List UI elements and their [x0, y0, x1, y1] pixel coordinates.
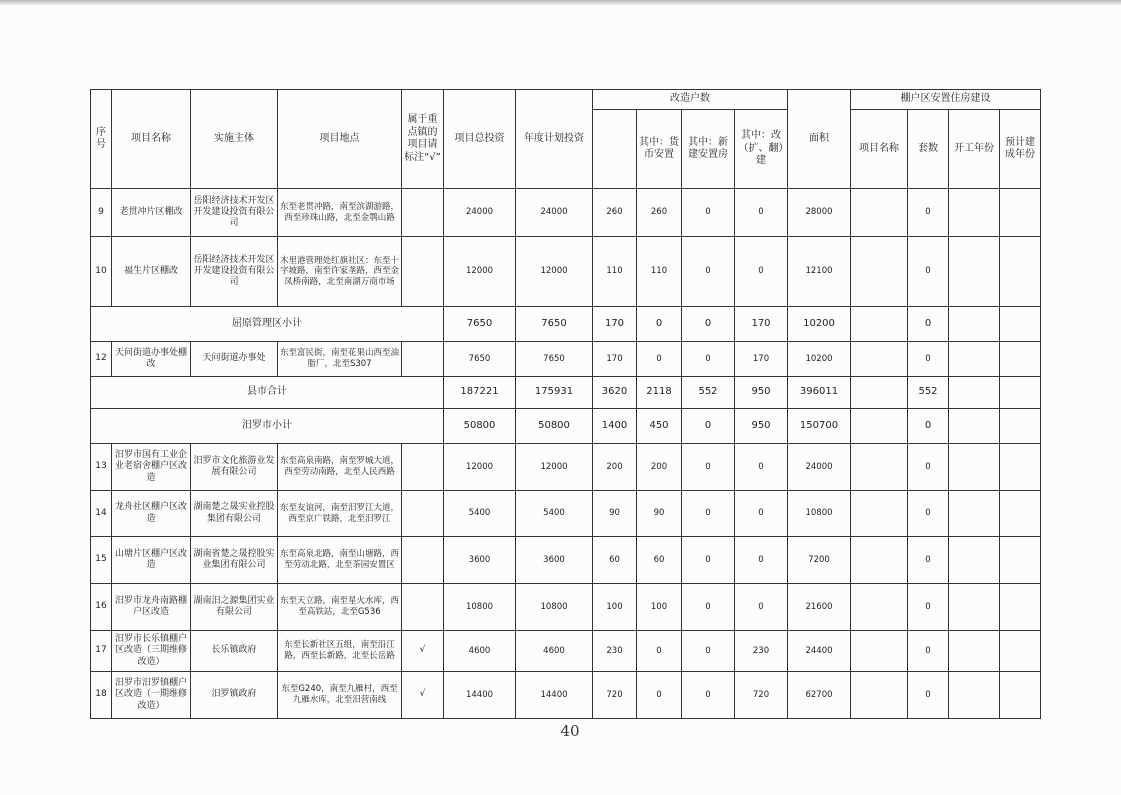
header-resettlement-housing: 棚户区安置住房建设: [851, 90, 1041, 110]
cell-location: 东至高泉南路，南至罗城大道，西至劳动南路，北至人民西路: [278, 444, 402, 491]
cell-name: 汨罗市长乐镇棚户区改造（三期维修改造）: [112, 631, 191, 672]
cell-rebuild: 230: [735, 631, 788, 672]
subtotal-res-name: [851, 409, 908, 444]
cell-area: 28000: [788, 189, 851, 237]
page-number: 40: [560, 722, 580, 740]
cell-seq: 9: [91, 189, 112, 237]
table-row: [91, 537, 1041, 584]
scan-edge: [0, 0, 1121, 6]
cell-total: 12000: [444, 444, 516, 491]
cell-annual: 7650: [516, 342, 593, 377]
header-entity: 实施主体: [191, 90, 278, 189]
cell-rebuild: 170: [735, 342, 788, 377]
cell-seq: 15: [91, 537, 112, 584]
cell-end: [1000, 342, 1041, 377]
cell-entity: 汨罗镇政府: [191, 672, 278, 719]
cell-new-build: 0: [682, 444, 735, 491]
cell-start: [949, 237, 1000, 307]
cell-name: 汨罗市龙舟南路棚户区改造: [112, 584, 191, 631]
cell-entity: 湖南省楚之晟控股实业集团有限公司: [191, 537, 278, 584]
cell-monetary: 100: [637, 584, 682, 631]
cell-area: 24400: [788, 631, 851, 672]
cell-key-town: √: [402, 672, 444, 719]
header-total-investment: 项目总投资: [444, 90, 516, 189]
table-row: [91, 444, 1041, 491]
cell-seq: 18: [91, 672, 112, 719]
cell-entity: 湖南汨之源集团实业有限公司: [191, 584, 278, 631]
cell-monetary: 110: [637, 237, 682, 307]
cell-annual: 12000: [516, 237, 593, 307]
cell-location: 东至天立路，南至星火水库，西至高铁站，北至G536: [278, 584, 402, 631]
subtotal-new-build: 0: [682, 307, 735, 342]
shantytown-renovation-table: [90, 89, 1041, 719]
cell-seq: 10: [91, 237, 112, 307]
cell-res-name: [851, 631, 908, 672]
cell-res-name: [851, 189, 908, 237]
cell-start: [949, 584, 1000, 631]
total-sets: 552: [908, 377, 949, 409]
cell-rebuild: 720: [735, 672, 788, 719]
cell-end: [1000, 537, 1041, 584]
cell-monetary: 0: [637, 631, 682, 672]
cell-new-build: 0: [682, 237, 735, 307]
cell-key-town: [402, 537, 444, 584]
subtotal-end: [1000, 307, 1041, 342]
cell-new-build: 0: [682, 491, 735, 537]
cell-name: 山塘片区棚户区改造: [112, 537, 191, 584]
cell-res-name: [851, 584, 908, 631]
cell-rebuild: 0: [735, 189, 788, 237]
cell-sets: 0: [908, 537, 949, 584]
cell-sets: 0: [908, 584, 949, 631]
cell-monetary: 200: [637, 444, 682, 491]
cell-rebuild: 0: [735, 444, 788, 491]
cell-end: [1000, 189, 1041, 237]
table-row: [91, 584, 1041, 631]
cell-start: [949, 672, 1000, 719]
cell-name: 汨罗市国有工业企业老宿舍棚户区改造: [112, 444, 191, 491]
cell-households: 170: [593, 342, 637, 377]
header-renovation-households: 改造户数: [593, 90, 788, 110]
total-new-build: 552: [682, 377, 735, 409]
cell-households: 90: [593, 491, 637, 537]
cell-monetary: 90: [637, 491, 682, 537]
cell-households: 200: [593, 444, 637, 491]
cell-area: 62700: [788, 672, 851, 719]
cell-annual: 3600: [516, 537, 593, 584]
cell-key-town: [402, 342, 444, 377]
cell-location: 东至G240，南至九雁村，西至九雁水库，北至汨营南线: [278, 672, 402, 719]
cell-name: 老贯冲片区棚改: [112, 189, 191, 237]
cell-rebuild: 0: [735, 491, 788, 537]
cell-name: 福生片区棚改: [112, 237, 191, 307]
cell-annual: 24000: [516, 189, 593, 237]
cell-rebuild: 0: [735, 584, 788, 631]
subtotal-rebuild: 170: [735, 307, 788, 342]
cell-key-town: [402, 584, 444, 631]
table-row: [91, 237, 1041, 307]
cell-new-build: 0: [682, 537, 735, 584]
subtotal-monetary: 450: [637, 409, 682, 444]
total-total: 187221: [444, 377, 516, 409]
cell-households: 100: [593, 584, 637, 631]
cell-end: [1000, 631, 1041, 672]
cell-monetary: 0: [637, 672, 682, 719]
cell-res-name: [851, 491, 908, 537]
subtotal-area: 10200: [788, 307, 851, 342]
cell-name: 天问街道办事处棚改: [112, 342, 191, 377]
cell-name: 龙舟社区棚户区改造: [112, 491, 191, 537]
cell-new-build: 0: [682, 584, 735, 631]
subtotal-label: 屈原管理区小计: [91, 307, 444, 342]
header-area: 面积: [788, 90, 851, 189]
subtotal-sets: 0: [908, 409, 949, 444]
cell-start: [949, 631, 1000, 672]
cell-new-build: 0: [682, 189, 735, 237]
cell-sets: 0: [908, 444, 949, 491]
cell-total: 14400: [444, 672, 516, 719]
cell-sets: 0: [908, 491, 949, 537]
cell-households: 260: [593, 189, 637, 237]
cell-location: 东至长新社区五组，南至沿江路，西至长新路，北至长岳路: [278, 631, 402, 672]
cell-sets: 0: [908, 672, 949, 719]
header-project-name: 项目名称: [112, 90, 191, 189]
cell-res-name: [851, 342, 908, 377]
cell-key-town: [402, 491, 444, 537]
cell-total: 24000: [444, 189, 516, 237]
subtotal-area: 150700: [788, 409, 851, 444]
cell-households: 60: [593, 537, 637, 584]
cell-name: 汨罗市汨罗镇棚户区改造（一期维修改造）: [112, 672, 191, 719]
cell-area: 24000: [788, 444, 851, 491]
subtotal-annual: 7650: [516, 307, 593, 342]
cell-start: [949, 444, 1000, 491]
cell-start: [949, 189, 1000, 237]
subtotal-rebuild: 950: [735, 409, 788, 444]
cell-rebuild: 0: [735, 537, 788, 584]
subtotal-end: [1000, 409, 1041, 444]
cell-key-town: √: [402, 631, 444, 672]
header-new-build: 其中：新建安置房: [682, 110, 735, 189]
header-key-town: 属于重点镇的项目请标注“√”: [402, 90, 444, 189]
total-households: 3620: [593, 377, 637, 409]
cell-location: 东至高泉北路，南至山塘路，西至劳动北路，北至茶园安置区: [278, 537, 402, 584]
header-households-count: [593, 110, 637, 189]
header-rebuild: 其中：改（扩、翻）建: [735, 110, 788, 189]
table-row: [91, 342, 1041, 377]
subtotal-start: [949, 409, 1000, 444]
cell-seq: 13: [91, 444, 112, 491]
cell-start: [949, 537, 1000, 584]
cell-total: 10800: [444, 584, 516, 631]
cell-sets: 0: [908, 237, 949, 307]
header-annual-investment: 年度计划投资: [516, 90, 593, 189]
cell-seq: 12: [91, 342, 112, 377]
cell-end: [1000, 584, 1041, 631]
total-end: [1000, 377, 1041, 409]
cell-total: 5400: [444, 491, 516, 537]
cell-end: [1000, 672, 1041, 719]
header-monetary: 其中：货币安置: [637, 110, 682, 189]
cell-key-town: [402, 189, 444, 237]
header-seq: 序号: [91, 90, 112, 189]
cell-sets: 0: [908, 189, 949, 237]
total-monetary: 2118: [637, 377, 682, 409]
total-label: 县市合计: [91, 377, 444, 409]
subtotal-households: 170: [593, 307, 637, 342]
cell-annual: 14400: [516, 672, 593, 719]
total-annual: 175931: [516, 377, 593, 409]
cell-res-name: [851, 444, 908, 491]
cell-total: 4600: [444, 631, 516, 672]
cell-households: 110: [593, 237, 637, 307]
cell-sets: 0: [908, 631, 949, 672]
cell-seq: 16: [91, 584, 112, 631]
cell-start: [949, 491, 1000, 537]
cell-res-name: [851, 537, 908, 584]
cell-annual: 5400: [516, 491, 593, 537]
total-rebuild: 950: [735, 377, 788, 409]
cell-key-town: [402, 237, 444, 307]
subtotal-res-name: [851, 307, 908, 342]
subtotal-start: [949, 307, 1000, 342]
cell-total: 7650: [444, 342, 516, 377]
cell-area: 7200: [788, 537, 851, 584]
table-row: [91, 672, 1041, 719]
cell-monetary: 260: [637, 189, 682, 237]
subtotal-annual: 50800: [516, 409, 593, 444]
cell-monetary: 60: [637, 537, 682, 584]
subtotal-total: 7650: [444, 307, 516, 342]
cell-monetary: 0: [637, 342, 682, 377]
cell-entity: 汨罗市文化旅游业发展有限公司: [191, 444, 278, 491]
header-res-sets: 套数: [908, 110, 949, 189]
cell-location: 木里港管理处红旗社区：东至十字坡路，南至许家垄路，西至金凤桥南路，北至南湖万商市场: [278, 237, 402, 307]
cell-location: 东至富民街，南至花果山西至油脂厂，北至S307: [278, 342, 402, 377]
total-res-name: [851, 377, 908, 409]
cell-annual: 10800: [516, 584, 593, 631]
cell-entity: 长乐镇政府: [191, 631, 278, 672]
subtotal-total: 50800: [444, 409, 516, 444]
cell-area: 10800: [788, 491, 851, 537]
total-row-county: [91, 377, 1041, 409]
cell-annual: 12000: [516, 444, 593, 491]
cell-seq: 14: [91, 491, 112, 537]
table-row: [91, 491, 1041, 537]
cell-entity: 岳阳经济技术开发区开发建设投资有限公司: [191, 189, 278, 237]
cell-end: [1000, 491, 1041, 537]
cell-key-town: [402, 444, 444, 491]
cell-end: [1000, 237, 1041, 307]
cell-annual: 4600: [516, 631, 593, 672]
subtotal-row-miluo: [91, 409, 1041, 444]
table-row: [91, 631, 1041, 672]
total-area: 396011: [788, 377, 851, 409]
subtotal-row-quyuan: [91, 307, 1041, 342]
header-res-end: 预计建成年份: [1000, 110, 1041, 189]
cell-rebuild: 0: [735, 237, 788, 307]
table-row: [91, 189, 1041, 237]
cell-entity: 天问街道办事处: [191, 342, 278, 377]
subtotal-monetary: 0: [637, 307, 682, 342]
cell-end: [1000, 444, 1041, 491]
cell-area: 10200: [788, 342, 851, 377]
header-res-start: 开工年份: [949, 110, 1000, 189]
header-location: 项目地点: [278, 90, 402, 189]
cell-households: 720: [593, 672, 637, 719]
cell-entity: 岳阳经济技术开发区开发建设投资有限公司: [191, 237, 278, 307]
header-res-name: 项目名称: [851, 110, 908, 189]
cell-res-name: [851, 237, 908, 307]
cell-location: 东至老贯冲路，南至滨湖游路，西至珍珠山路，北至金鹗山路: [278, 189, 402, 237]
subtotal-sets: 0: [908, 307, 949, 342]
cell-entity: 湖南楚之晟实业控股集团有限公司: [191, 491, 278, 537]
cell-sets: 0: [908, 342, 949, 377]
cell-new-build: 0: [682, 631, 735, 672]
cell-seq: 17: [91, 631, 112, 672]
cell-area: 21600: [788, 584, 851, 631]
cell-res-name: [851, 672, 908, 719]
total-start: [949, 377, 1000, 409]
cell-area: 12100: [788, 237, 851, 307]
cell-new-build: 0: [682, 342, 735, 377]
cell-new-build: 0: [682, 672, 735, 719]
cell-total: 12000: [444, 237, 516, 307]
cell-location: 东至友谊河，南至汨罗江大道，西至京广铁路，北至汨罗江: [278, 491, 402, 537]
cell-households: 230: [593, 631, 637, 672]
subtotal-label: 汨罗市小计: [91, 409, 444, 444]
subtotal-new-build: 0: [682, 409, 735, 444]
cell-start: [949, 342, 1000, 377]
subtotal-households: 1400: [593, 409, 637, 444]
cell-total: 3600: [444, 537, 516, 584]
